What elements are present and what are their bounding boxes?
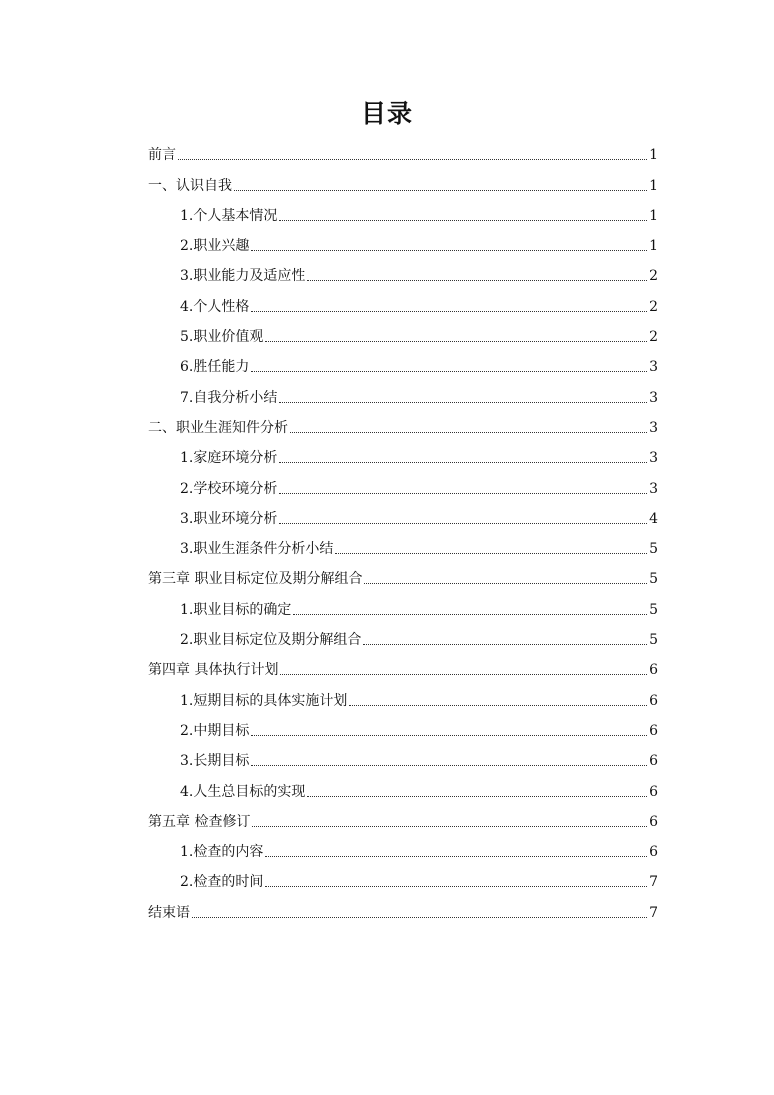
toc-entry-text: 5.职业价值观 bbox=[180, 329, 264, 346]
toc-entry-text: 3.职业生涯条件分析小结 bbox=[180, 541, 334, 558]
toc-entry-text: 4.人生总目标的实现 bbox=[180, 783, 306, 800]
dot-leader bbox=[279, 523, 647, 524]
toc-entry[interactable] bbox=[148, 745, 658, 775]
toc-entry-text: 结束语 bbox=[148, 904, 190, 921]
toc-entry[interactable] bbox=[148, 654, 658, 684]
dot-leader bbox=[265, 341, 647, 342]
toc-entry-page-number: 3 bbox=[649, 359, 658, 376]
dot-leader bbox=[251, 371, 647, 372]
toc-entry-text: 2.职业目标定位及期分解组合 bbox=[180, 632, 362, 649]
toc-entry-page-number: 4 bbox=[649, 510, 658, 527]
dot-leader bbox=[265, 856, 647, 857]
toc-entry[interactable] bbox=[148, 503, 658, 533]
dot-leader bbox=[251, 311, 647, 312]
toc-entry-text: 7.自我分析小结 bbox=[180, 389, 278, 406]
toc-entry-text: 第三章 职业目标定位及期分解组合 bbox=[148, 571, 363, 588]
toc-entry-text: 第四章 具体执行计划 bbox=[148, 662, 279, 679]
toc-entry[interactable] bbox=[148, 624, 658, 654]
toc-entry[interactable] bbox=[148, 593, 658, 623]
dot-leader bbox=[279, 493, 647, 494]
toc-entry[interactable] bbox=[148, 381, 658, 411]
dot-leader bbox=[293, 614, 647, 615]
toc-entry[interactable] bbox=[148, 351, 658, 381]
toc-entry[interactable] bbox=[148, 896, 658, 926]
toc-entry[interactable] bbox=[148, 472, 658, 502]
toc-entry-page-number: 5 bbox=[649, 632, 658, 649]
toc-entry[interactable] bbox=[148, 533, 658, 563]
toc-entry-page-number: 1 bbox=[649, 147, 658, 164]
toc-entry-text: 二、职业生涯知件分析 bbox=[148, 419, 288, 436]
dot-leader bbox=[363, 644, 647, 645]
toc-entry-page-number: 2 bbox=[649, 329, 658, 346]
toc-entry[interactable] bbox=[148, 290, 658, 320]
toc-entry[interactable] bbox=[148, 230, 658, 260]
toc-entry[interactable] bbox=[148, 836, 658, 866]
dot-leader bbox=[307, 280, 647, 281]
toc-entry-page-number: 3 bbox=[649, 450, 658, 467]
toc-entry-page-number: 6 bbox=[649, 844, 658, 861]
toc-entry-text: 4.个人性格 bbox=[180, 298, 250, 315]
dot-leader bbox=[280, 674, 647, 675]
toc-entry-page-number: 6 bbox=[649, 783, 658, 800]
toc-entry-page-number: 7 bbox=[649, 874, 658, 891]
toc-entry-text: 3.职业能力及适应性 bbox=[180, 268, 306, 285]
toc-entry-page-number: 2 bbox=[649, 268, 658, 285]
toc-entry-page-number: 3 bbox=[649, 389, 658, 406]
toc-entry-text: 3.职业环境分析 bbox=[180, 510, 278, 527]
toc-entry-page-number: 7 bbox=[649, 904, 658, 921]
toc-entry[interactable] bbox=[148, 684, 658, 714]
toc-entry[interactable] bbox=[148, 806, 658, 836]
toc-entry-text: 2.学校环境分析 bbox=[180, 480, 278, 497]
toc-entry[interactable] bbox=[148, 200, 658, 230]
toc-entry[interactable] bbox=[148, 442, 658, 472]
dot-leader bbox=[252, 826, 647, 827]
dot-leader bbox=[279, 220, 647, 221]
dot-leader bbox=[290, 432, 647, 433]
toc-entry-page-number: 6 bbox=[649, 813, 658, 830]
dot-leader bbox=[251, 735, 647, 736]
toc-entry-page-number: 6 bbox=[649, 692, 658, 709]
toc-entry-text: 2.中期目标 bbox=[180, 722, 250, 739]
toc-entry-page-number: 6 bbox=[649, 753, 658, 770]
toc-entry-page-number: 5 bbox=[649, 571, 658, 588]
toc-entry-text: 一、认识自我 bbox=[148, 177, 232, 194]
toc-entry-page-number: 1 bbox=[649, 207, 658, 224]
toc-entry-text: 1.检查的内容 bbox=[180, 844, 264, 861]
dot-leader bbox=[349, 705, 647, 706]
toc-entry-text: 1.个人基本情况 bbox=[180, 207, 278, 224]
toc-entry[interactable] bbox=[148, 866, 658, 896]
dot-leader bbox=[192, 917, 647, 918]
toc-entry-page-number: 6 bbox=[649, 722, 658, 739]
toc-entry-page-number: 6 bbox=[649, 662, 658, 679]
toc-entry[interactable] bbox=[148, 321, 658, 351]
toc-entry-page-number: 5 bbox=[649, 601, 658, 618]
toc-entry-page-number: 1 bbox=[649, 177, 658, 194]
toc-entry[interactable] bbox=[148, 775, 658, 805]
toc-entry[interactable] bbox=[148, 169, 658, 199]
toc-entry-text: 1.职业目标的确定 bbox=[180, 601, 292, 618]
toc-entry[interactable] bbox=[148, 563, 658, 593]
toc-entry-text: 2.职业兴趣 bbox=[180, 238, 250, 255]
toc-entry-text: 3.长期目标 bbox=[180, 753, 250, 770]
dot-leader bbox=[335, 553, 647, 554]
dot-leader bbox=[279, 462, 647, 463]
toc-entry-text: 前言 bbox=[148, 147, 176, 164]
toc-entry-page-number: 3 bbox=[649, 419, 658, 436]
toc-entry-page-number: 1 bbox=[649, 238, 658, 255]
dot-leader bbox=[234, 190, 647, 191]
toc-entry[interactable] bbox=[148, 139, 658, 169]
toc-entry-text: 1.短期目标的具体实施计划 bbox=[180, 692, 348, 709]
dot-leader bbox=[307, 796, 647, 797]
toc-title: 目录 bbox=[360, 99, 413, 128]
toc-entry[interactable] bbox=[148, 260, 658, 290]
toc-entry-page-number: 2 bbox=[649, 298, 658, 315]
toc-entry-text: 2.检查的时间 bbox=[180, 874, 264, 891]
toc-entry-page-number: 5 bbox=[649, 541, 658, 558]
toc-list bbox=[148, 139, 658, 927]
dot-leader bbox=[251, 765, 647, 766]
dot-leader bbox=[265, 886, 647, 887]
toc-entry[interactable] bbox=[148, 412, 658, 442]
toc-entry[interactable] bbox=[148, 715, 658, 745]
dot-leader bbox=[279, 402, 647, 403]
toc-entry-text: 1.家庭环境分析 bbox=[180, 450, 278, 467]
dot-leader bbox=[178, 159, 647, 160]
dot-leader bbox=[251, 250, 647, 251]
dot-leader bbox=[364, 583, 647, 584]
toc-entry-page-number: 3 bbox=[649, 480, 658, 497]
toc-entry-text: 6.胜任能力 bbox=[180, 359, 250, 376]
toc-entry-text: 第五章 检查修订 bbox=[148, 813, 251, 830]
